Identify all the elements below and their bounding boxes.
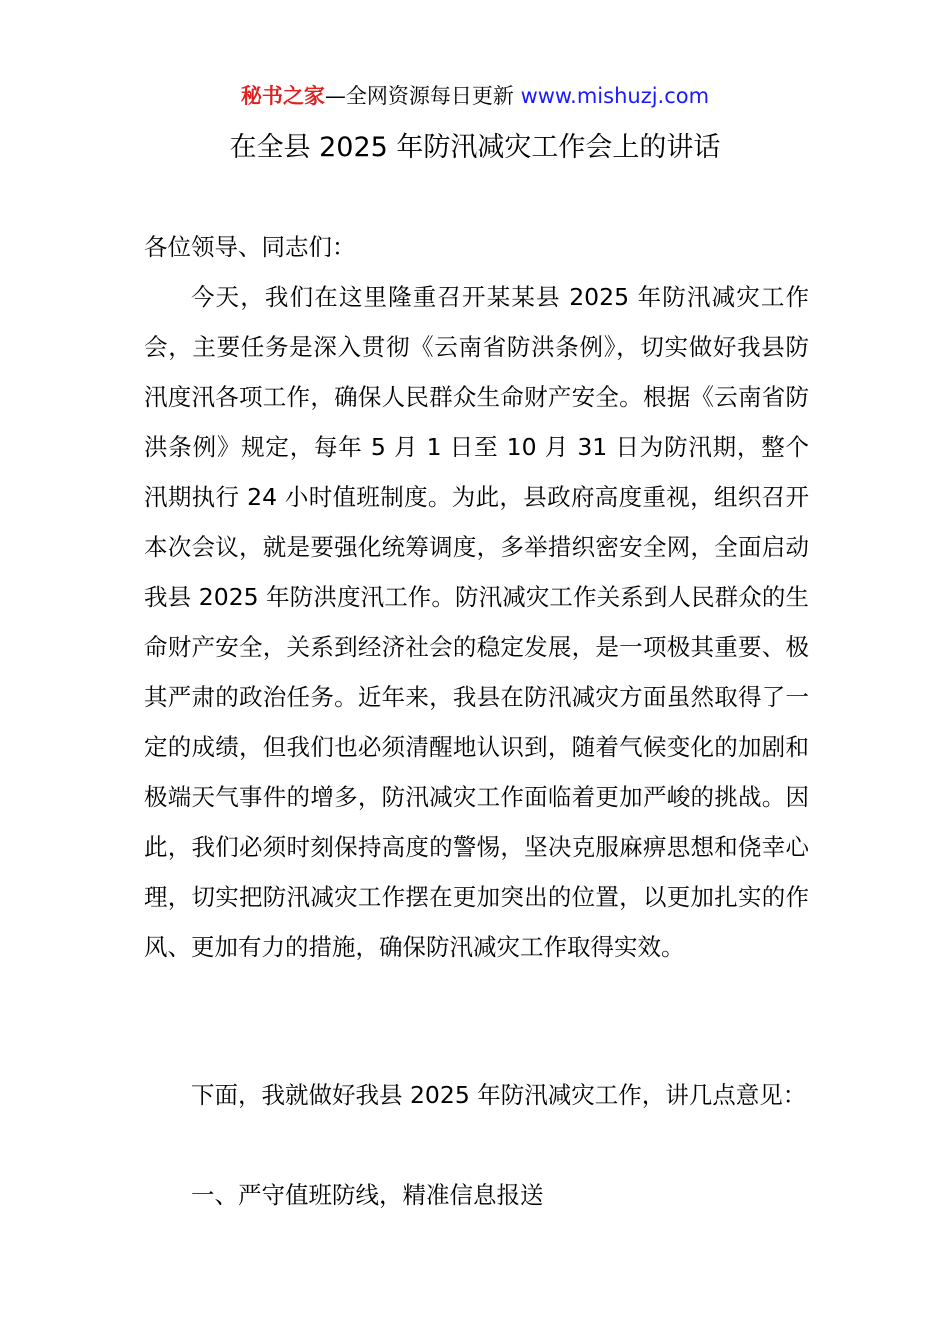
body-paragraph-1: 今天，我们在这里隆重召开某某县 2025 年防汛减灾工作会，主要任务是深入贯彻《云南省防洪条例》，切实做好我县防汛度汛各项工作，确保人民群众生命财产安全。根据《云南省防洪条例》规定，每年 5 月 1 日至 10 月 31 日为防汛期，整个汛期执行 24 小时值班制度。为此，县政府高度重视，组织召开本次会议，就是要强化统筹调度，多举措织密安全网，全面启动我县 2025 年防洪度汛工作。防汛减灾工作关系到人民群众的生命财产安全，关系到经济社会的稳定发展，是一项极其重要、极其严肃的政治任务。近年来，我县在防汛减灾方面虽然取得了一定的成绩，但我们也必须清醒地认识到，随着气候变化的加剧和极端天气事件的增多，防汛减灾工作面临着更加严峻的挑战。因此，我们必须时刻保持高度的警惕，坚决克服麻痹思想和侥幸心理，切实把防汛减灾工作摆在更加突出的位置，以更加扎实的作风、更加有力的措施，确保防汛减灾工作取得实效。 xyxy=(144,283,809,961)
site-header xyxy=(0,82,950,110)
body-paragraph-2: 下面，我就做好我县 2025 年防汛减灾工作，讲几点意见： xyxy=(191,1081,807,1109)
section-heading-1: 一、严守值班防线，精准信息报送 xyxy=(191,1181,544,1209)
site-url-link[interactable]: www.mishuzj.com xyxy=(520,84,710,108)
brand-name: 秘书之家 xyxy=(240,84,325,108)
site-tagline: —全网资源每日更新 xyxy=(324,84,521,108)
document-title: 在全县 2025 年防汛减灾工作会上的讲话 xyxy=(229,132,721,163)
greeting: 各位领导、同志们： xyxy=(144,233,356,261)
